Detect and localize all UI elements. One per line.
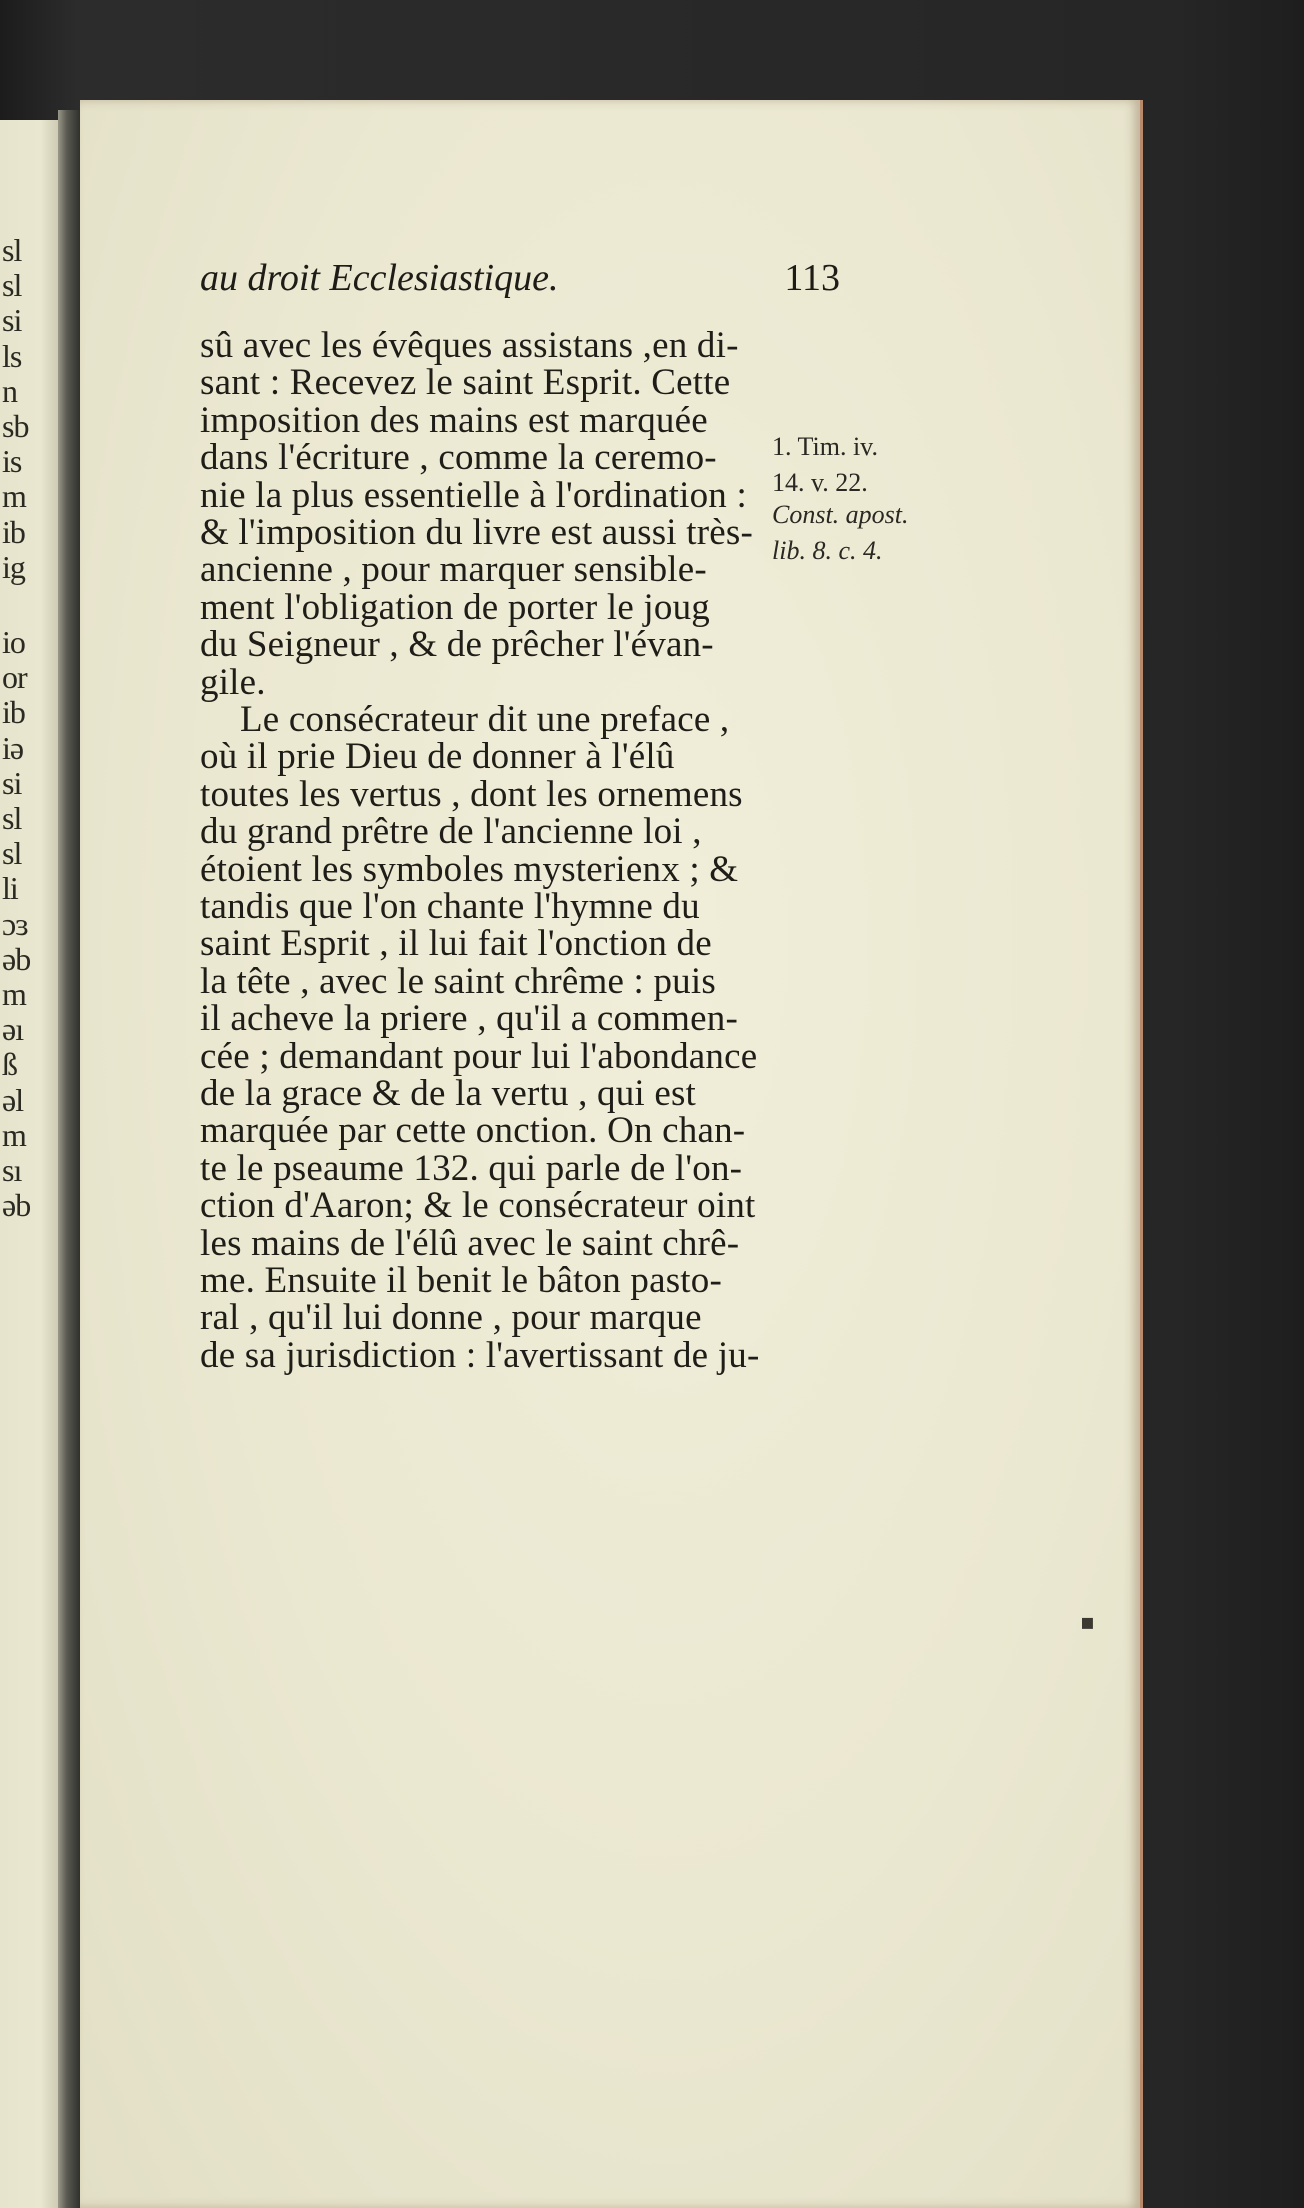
facing-page-fragment: əb — [2, 1187, 31, 1224]
text-line: ancienne , pour marquer sensible- — [200, 549, 707, 591]
book-gutter — [58, 110, 80, 2208]
running-title: au droit Ecclesiastique. — [200, 257, 559, 299]
page-number: 113 — [784, 257, 840, 299]
facing-page-fragment: is — [2, 443, 22, 480]
book-page — [80, 100, 1143, 2208]
facing-page-fragment: ß — [2, 1046, 17, 1083]
text-line: gile. — [200, 661, 266, 703]
facing-page-edge — [0, 120, 58, 2208]
text-line: cée ; demandant pour lui l'abondance — [200, 1035, 758, 1077]
text-line: ction d'Aaron; & le consécrateur oint — [200, 1185, 756, 1227]
facing-page-fragment: li — [2, 870, 18, 907]
text-line: de la grace & de la vertu , qui est — [200, 1073, 697, 1114]
facing-page-fragment: sl — [2, 800, 22, 836]
text-line: sant : Recevez le saint Esprit. Cette — [200, 362, 731, 404]
text-line: il acheve la priere , qu'il a commen- — [200, 998, 738, 1040]
facing-page-fragment: m — [2, 478, 26, 515]
text-line: imposition des mains est marquée — [200, 399, 708, 441]
facing-page-fragment: si — [2, 764, 22, 801]
facing-page-fragment: ig — [2, 548, 25, 585]
text-line: tandis que l'on chante l'hymne du — [200, 886, 700, 927]
facing-page-fragment: sb — [2, 408, 29, 444]
text-line: ment l'obligation de porter le joug — [200, 586, 710, 628]
facing-page-fragment: n — [2, 372, 17, 409]
text-line: dans l'écriture , comme la ceremo- — [200, 437, 717, 479]
text-line: me. Ensuite il benit le bâton pasto- — [200, 1260, 723, 1301]
text-line: saint Esprit , il lui fait l'onction de — [200, 923, 712, 965]
facing-page-fragment: sı — [2, 1152, 22, 1188]
facing-page-fragment: ib — [2, 513, 25, 550]
facing-page-fragment: ls — [2, 337, 22, 374]
margin-note: Const. apost. — [772, 500, 909, 529]
facing-page-fragment: si — [2, 302, 22, 339]
text-line: ral , qu'il lui donne , pour marque — [200, 1297, 702, 1339]
text-line: te le pseaume 132. qui parle de l'on- — [200, 1147, 743, 1189]
facing-page-fragment: iə — [2, 729, 24, 766]
facing-page-fragment: sl — [2, 835, 22, 872]
text-line: nie la plus essentielle à l'ordination : — [200, 474, 747, 516]
text-line: où il prie Dieu de donner à l'élû — [200, 736, 675, 778]
margin-note: 1. Tim. iv. — [772, 432, 878, 461]
text-line: sû avec les évêques assistans ,en di- — [200, 325, 739, 366]
stray-mark: ▪ — [1080, 1610, 1095, 1635]
facing-page-fragment: or — [2, 659, 27, 696]
facing-page-fragment: m — [2, 976, 26, 1012]
text-line: de sa jurisdiction : l'avertissant de ju- — [200, 1334, 760, 1376]
facing-page-fragment: əb — [2, 940, 31, 977]
facing-page-fragment: ɔɜ — [2, 905, 28, 942]
text-line: toutes les vertus , dont les ornemens — [200, 773, 743, 815]
facing-page-fragment: ib — [2, 694, 25, 731]
text-line: la tête , avec le saint chrême : puis — [200, 960, 716, 1002]
margin-note: lib. 8. c. 4. — [772, 536, 883, 565]
text-line: marquée par cette onction. On chan- — [200, 1110, 746, 1152]
margin-note: 14. v. 22. — [772, 468, 868, 497]
text-line: du Seigneur , & de prêcher l'évan- — [200, 624, 714, 666]
facing-page-fragment: sl — [2, 267, 22, 304]
text-line: étoient les symboles mysterienx ; & — [200, 848, 739, 890]
facing-page-fragment: əl — [2, 1081, 24, 1118]
text-line: du grand prêtre de l'ancienne loi , — [200, 811, 702, 853]
text-line: & l'imposition du livre est aussi très- — [200, 512, 753, 553]
facing-page-fragment: io — [2, 624, 25, 660]
body-text — [80, 100, 1140, 2208]
text-line: Le consécrateur dit une preface , — [240, 699, 730, 740]
text-line: les mains de l'élû avec le saint chrê- — [200, 1222, 740, 1264]
facing-page-fragment: m — [2, 1116, 26, 1153]
facing-page-fragment: sl — [2, 232, 22, 268]
facing-page-fragment: əı — [2, 1011, 24, 1048]
